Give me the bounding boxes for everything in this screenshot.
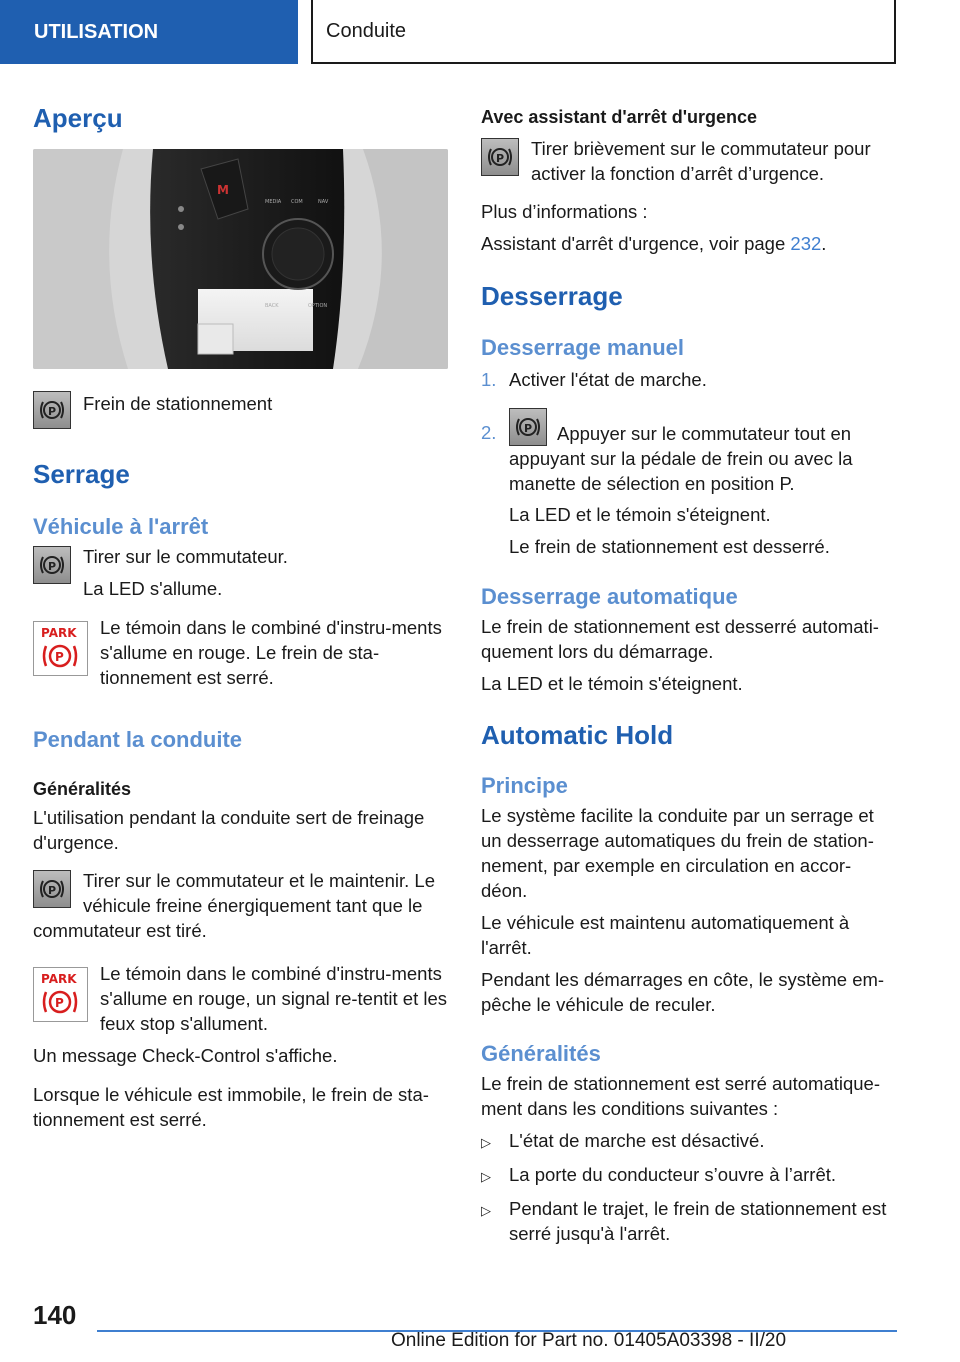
release-heading: Desserrage	[481, 281, 623, 311]
stop-warning-text: Le témoin dans le combiné d'instru-ments s'allume en rouge. Le frein de sta-tionnement est serré.	[100, 617, 442, 688]
principle-subheading: Principe	[481, 773, 568, 798]
stop-step-2: La LED s'allume.	[83, 578, 223, 599]
step-text: Appuyer sur le commutateur tout en appuyant sur la pédale de frein ou avec la manette de sélection en position P.	[509, 423, 853, 494]
park-warning-icon	[33, 967, 88, 1022]
list-item	[481, 1162, 897, 1189]
step-number: 1.	[481, 369, 497, 390]
com-button-label: COM	[291, 199, 303, 205]
condition-text: Pendant le trajet, le frein de stationnement est serré jusqu'à l'arrêt.	[509, 1198, 887, 1244]
list-item	[481, 1196, 897, 1246]
svg-text:P: P	[496, 152, 505, 165]
section-tab	[0, 0, 298, 64]
condition-text: L'état de marche est désactivé.	[509, 1130, 765, 1151]
svg-text:P: P	[48, 884, 57, 897]
step-number: 2.	[481, 422, 497, 443]
hold-general-text: Le frein de stationnement est serré automatique-ment dans les conditions suivantes :	[481, 1073, 881, 1119]
hold-conditions-list	[481, 1128, 897, 1246]
list-item	[481, 367, 897, 392]
overview-heading: Aperçu	[33, 103, 123, 133]
assist-instruction	[481, 136, 897, 186]
parking-brake-label: Frein de stationnement	[83, 393, 273, 414]
reference-line	[481, 231, 897, 256]
assist-heading: Avec assistant d'arrêt d'urgence	[481, 107, 758, 127]
media-button-label: MEDIA	[265, 199, 282, 205]
stop-subheading: Véhicule à l'arrêt	[33, 514, 209, 539]
automatic-hold-heading: Automatic Hold	[481, 720, 674, 750]
svg-text:P: P	[55, 650, 64, 664]
check-control-text: Un message Check-Control s'affiche.	[33, 1045, 338, 1066]
edition-text: Online Edition for Part no. 01405A03398 - II/20	[390, 1330, 787, 1351]
park-icon-text: PARK	[41, 972, 77, 986]
triangle-bullet-icon: ▷	[481, 1203, 491, 1218]
immobile-text: Lorsque le véhicule est immobile, le frein de sta-tionnement est serré.	[33, 1084, 429, 1130]
step-note-2: Le frein de stationnement est desserré.	[509, 536, 830, 557]
stop-warning	[33, 615, 448, 690]
pull-instruction	[33, 868, 448, 943]
parking-brake-icon	[481, 138, 519, 176]
console-illustration	[33, 149, 448, 369]
svg-text:P: P	[48, 405, 57, 418]
list-item	[481, 1128, 897, 1155]
principle-text-3: Pendant les démarrages en côte, le système em-pêche le véhicule de reculer.	[481, 969, 885, 1015]
auto-release-led-text: La LED et le témoin s'éteignent.	[481, 673, 743, 694]
step-note-1: La LED et le témoin s'éteignent.	[509, 504, 771, 525]
chapter-tab	[311, 0, 896, 64]
triangle-bullet-icon: ▷	[481, 1169, 491, 1184]
svg-text:P: P	[55, 996, 64, 1010]
hold-general-subheading: Généralités	[481, 1041, 601, 1066]
left-column	[33, 96, 448, 1132]
section-title: UTILISATION	[34, 20, 159, 43]
auto-release-subheading: Desserrage automatique	[481, 584, 738, 609]
driving-warning	[33, 961, 448, 1036]
reference-end: .	[821, 233, 827, 254]
list-item	[481, 406, 897, 559]
svg-text:P: P	[48, 560, 57, 573]
back-button-label: BACK	[265, 303, 279, 309]
step-body	[509, 406, 897, 559]
gear-console-photo	[33, 149, 448, 369]
condition-text: La porte du conducteur s’ouvre à l’arrêt.	[509, 1164, 837, 1185]
parking-brake-legend	[33, 389, 448, 429]
auto-release-text: Le frein de stationnement est desserré automati-quement lors du démarrage.	[481, 616, 879, 662]
stop-instruction	[33, 544, 448, 601]
manual-release-subheading: Desserrage manuel	[481, 335, 684, 360]
m-logo: M	[217, 183, 229, 197]
manual-release-steps	[481, 367, 897, 559]
parking-brake-icon	[33, 391, 71, 429]
principle-text-2: Le véhicule est maintenu automatiquement à l'arrêt.	[481, 912, 850, 958]
option-button-label: OPTION	[308, 303, 328, 309]
driving-subheading: Pendant la conduite	[33, 727, 243, 752]
driving-warning-text: Le témoin dans le combiné d'instru-ments s'allume en rouge, un signal re-tentit et les feux stop s'allument.	[100, 963, 448, 1034]
svg-text:P: P	[524, 422, 533, 435]
stop-step-1: Tirer sur le commutateur.	[83, 546, 288, 567]
park-icon-text: PARK	[41, 626, 77, 640]
serrage-heading: Serrage	[33, 459, 130, 489]
chapter-title: Conduite	[326, 19, 407, 42]
assist-text: Tirer brièvement sur le commutateur pour activer la fonction d’arrêt d’urgence.	[531, 138, 871, 184]
page-number: 140	[33, 1300, 77, 1330]
reference-text: Assistant d'arrêt d'urgence, voir page	[481, 233, 791, 254]
right-column	[481, 96, 897, 1246]
parking-brake-icon	[33, 546, 71, 584]
reference-page-link[interactable]: 232	[790, 233, 822, 254]
more-info-text: Plus d’informations :	[481, 201, 648, 222]
step-text: Activer l'état de marche.	[509, 369, 707, 390]
parking-brake-icon	[33, 870, 71, 908]
driving-general-text: L'utilisation pendant la conduite sert de freinage d'urgence.	[33, 807, 425, 853]
principle-text-1: Le système facilite la conduite par un serrage et un desserrage automatiques du frein de station-nement, par exemple en circulation en accor-déon.	[481, 805, 874, 901]
pull-text: Tirer sur le commutateur et le maintenir. Le véhicule freine énergiquement tant que le commutateur est tiré.	[33, 870, 435, 941]
driving-general-heading: Généralités	[33, 779, 132, 799]
parking-brake-icon	[509, 408, 547, 446]
nav-button-label: NAV	[318, 199, 329, 205]
park-warning-icon	[33, 621, 88, 676]
triangle-bullet-icon: ▷	[481, 1135, 491, 1150]
